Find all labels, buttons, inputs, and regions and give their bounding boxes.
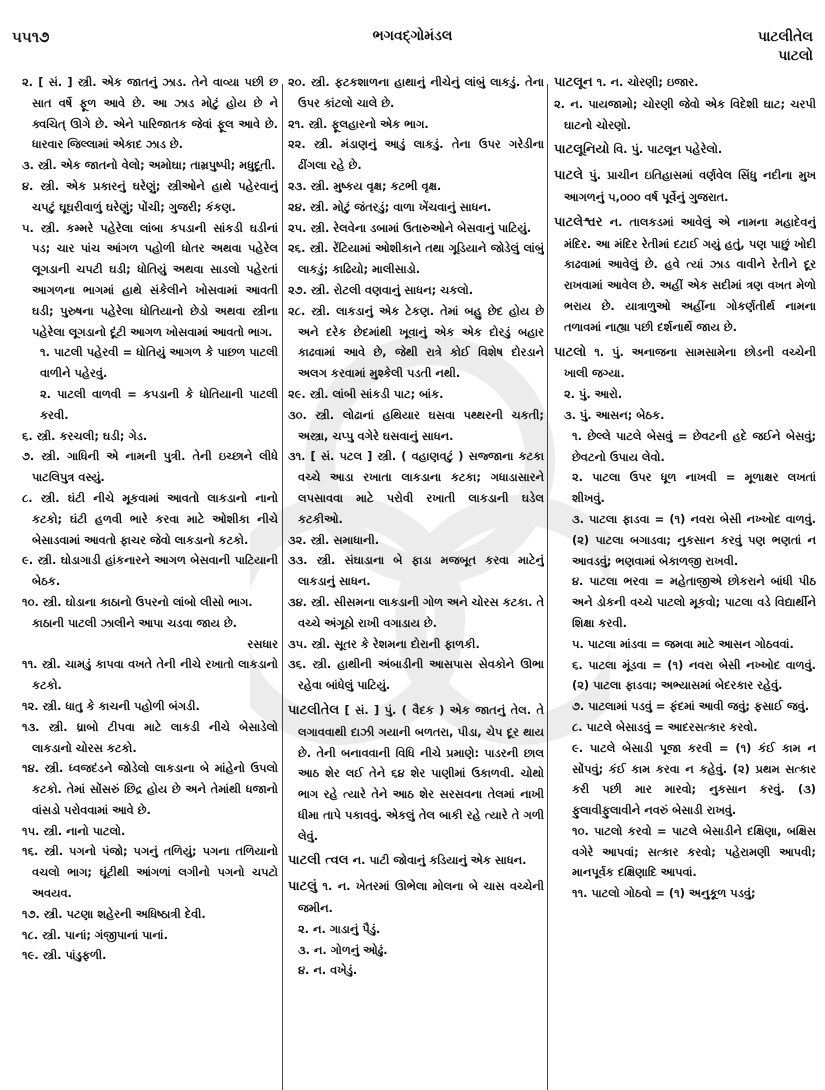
column-divider bbox=[547, 84, 548, 1090]
definition-line bbox=[554, 696, 816, 717]
definition-line bbox=[22, 384, 278, 426]
definition-line bbox=[22, 72, 278, 155]
definition-text: ૩૬. સ્ત્રી. હાથીની અંબાડીની આસપાસ સેવકોને ઊભા રહેવા બાંધેલું પાટિયું. bbox=[288, 657, 544, 693]
dictionary-entry bbox=[554, 139, 816, 161]
definition-text: ૧૩. સ્ત્રી. ધ્રાબો ટીપવા માટે લાકડી નીચે બેસાડેલો લાકડાનો ચોરસ કટકો. bbox=[22, 719, 278, 755]
definition-line bbox=[288, 218, 544, 239]
book-title: ભગવદ્ગોમંડલ bbox=[372, 28, 453, 44]
definition-text: ૩. પાટલા ફાડવા = (૧) નવરા બેસી નખ્ખોદ વાળવું. (૨) પાટલા બગાડવા; નુકસાન કરવું પણ ભણતાં ન આવડવું; ભણવામાં બેકાળજી રાખવી. bbox=[572, 511, 816, 568]
definition-line bbox=[288, 72, 544, 114]
guide-word-first: પાટલીતેલ bbox=[757, 29, 813, 45]
definition-line bbox=[554, 509, 816, 571]
definition-line bbox=[288, 940, 544, 961]
guide-word-last: પાટલો bbox=[778, 48, 813, 64]
definition-text: ૨. પાટલી વાળવી = કપડાની કે ધોતિયાની પાટલી કરવી. bbox=[40, 386, 278, 422]
definition-text: ૧. ન. ખેતરમાં ઊભેલા મોલના બે ચાસ વચ્ચેની જમીન. bbox=[298, 879, 544, 916]
definition-text: ૧૬. સ્ત્રી. પગનો પંજો; પગનું તળિયું; પગના તળિયાનો વચલો ભાગ; ઘૂંટીથી આંગળાં લગીનો પગનો ચપટો અવયવ. bbox=[22, 844, 278, 901]
definition-text: ૧. પું. અનાજના સામસામેના છોડની વચ્ચેની ખાલી જગ્યા. bbox=[564, 344, 816, 381]
definition-line bbox=[554, 426, 816, 468]
headword: પાટલું bbox=[288, 879, 318, 895]
definition-line bbox=[288, 134, 544, 176]
headword: પાટલેશ્વર bbox=[554, 214, 603, 230]
definition-line bbox=[22, 945, 278, 966]
definition-line bbox=[22, 841, 278, 903]
definition-line bbox=[288, 634, 544, 655]
definition-text: ૪. પાટલા ભરવા = મહેતાજીએ છોકરાને બાંધી પીઠ અને ડોકની વચ્ચે પાટલો મૂકવો; પાટલા વડે વિદ્યાર્થીને શિક્ષા કરવી. bbox=[572, 574, 816, 630]
definition-line bbox=[554, 717, 816, 738]
definition-text: ૭. સ્ત્રી. ગાધિની એ નામની પુત્રી. તેની ઇચ્છાને લીધે પાટલિપુત્ર વસ્યું. bbox=[22, 449, 278, 485]
definition-line bbox=[554, 883, 816, 904]
definition-text: ૨૦. સ્ત્રી. ફટકશાળના હાથાનું નીચેનું લાંબું લાકડું. તેના ઉપર કાંટલો ચાલે છે. bbox=[288, 75, 544, 110]
guide-words bbox=[758, 28, 813, 66]
definition-line bbox=[554, 634, 816, 655]
definition-line bbox=[288, 197, 544, 218]
definition-text: ૩૨. સ્ત્રી. સમાધાની. bbox=[288, 532, 380, 547]
definition-text: ૨૯. સ્ત્રી. લાંબી સાંકડી પાટ; બાંક. bbox=[288, 386, 444, 401]
definition-text: ૨૮. સ્ત્રી. લાકડાનું એક ટેકણ. તેમાં બહુ છેદ હોય છે અને દરેક છેદમાંથી ખૂવાનું એક એક દોરડું બહાર કાઢવામાં આવે છે, જેથી રાત્રે કોઈ વિશેષ દોરડાને અલગ કરવામાં મુશ્કેલી પડતી નથી. bbox=[288, 303, 544, 381]
definition-line bbox=[554, 94, 816, 136]
definition-line bbox=[22, 592, 278, 613]
column-middle bbox=[288, 72, 544, 1090]
definition-line bbox=[288, 919, 544, 940]
definition-text: ૨૫. સ્ત્રી. રેલવેના ડબામાં ઉતારુઓને બેસવાનું પાટિયું. bbox=[288, 220, 532, 235]
definition-text: ૧૧. પાટલો ગોઠવો = (૧) અનુકૂળ પડવું; bbox=[572, 886, 756, 901]
definition-line bbox=[288, 384, 544, 405]
definition-line bbox=[288, 960, 544, 981]
definition-line bbox=[554, 467, 816, 509]
definition-text: ૨. [ સં. ] સ્ત્રી. એક જાતનું ઝાડ. તેને વાવ્યા પછી છ સાત વર્ષે ફૂળ આવે છે. આ ઝાડ મોટું હોય છે ને ક્વચિત્ ઊગે છે. એને પારિજાતક જેવાં ફૂલ આવે છે. ધારવાર જિલ્લામાં એકાદ ઝાડ છે. bbox=[22, 75, 278, 152]
definition-text: વિ. પું. પાટલૂન પહેરેલો. bbox=[609, 142, 723, 157]
definition-text: ૯. પાટલે બેસાડી પૂજા કરવી = (૧) કંઈ કામ ન સોંપવું; કંઈ કામ કરવા ન કહેવું. (૨) પ્રથમ સત્કાર કરી પછી માર મારવો; નુકસાન કરવું. (૩) ફુલાવીફુલાવીને નવરું બેસાડી રાખવું. bbox=[572, 740, 816, 818]
headword: પાટલૂન bbox=[554, 75, 593, 90]
definition-line bbox=[288, 530, 544, 551]
definition-line bbox=[22, 717, 278, 759]
definition-text: ૩. પું. આસન; બેઠક. bbox=[564, 407, 665, 422]
headword: પાટલો bbox=[554, 344, 587, 360]
definition-text: ૨. પાટલા ઉપર ધૂળ નાખવી = મૂળાક્ષર લખતાં શીખવું. bbox=[572, 470, 816, 506]
definition-line bbox=[288, 654, 544, 696]
definition-line bbox=[22, 654, 278, 696]
column-divider bbox=[282, 84, 283, 1090]
definition-line bbox=[22, 176, 278, 218]
definition-text: ૧૫. સ્ત્રી. નાનો પાટલો. bbox=[22, 823, 126, 838]
definition-line bbox=[554, 655, 816, 697]
definition-line bbox=[22, 446, 278, 488]
definition-line bbox=[22, 925, 278, 946]
definition-text: ૧૮. સ્ત્રી. પાનાં; ગંજીપાનાં પાનાં. bbox=[22, 927, 168, 942]
definition-text: ૧. છેલ્લે પાટલે બેસવું = છેવટની હદે જઈને બેસવું; છેવટનો ઉપાય લેવો. bbox=[572, 428, 816, 464]
definition-line bbox=[288, 446, 544, 529]
headword: પાટલીતેલ bbox=[288, 702, 340, 718]
definition-text: [ સં. ] પું. ( વૈદક ) એક જાતનું તેલ. તે લગાવવાથી દાઝી ગયાની બળતરા, પીડા, ચેપ દૂર થાય છે. તેની બનાવવાની વિધિ નીચે પ્રમાણે: પાડરની છાલ આઠ શેર લઈ તેને ૬૪ શેર પાણીમાં ઉકાળવી. ચોથો ભાગ રહે ત્યારે તેને આઠ શેર સરસવના તેલમાં નાખી ધીમા તાપે પકાવવું. એકલું તેલ બાકી રહે ત્યારે તે ગળી લેવું. bbox=[298, 702, 544, 843]
dictionary-entry bbox=[288, 850, 544, 872]
definition-text: ૭. પાટલામાં પડવું = ફંદમાં આવી જવું; ફસાઈ જવું. bbox=[572, 699, 810, 714]
definition-text: ૧. ન. ચોરણી; ઇજાર. bbox=[592, 75, 699, 89]
definition-line bbox=[22, 155, 278, 176]
dictionary-entry bbox=[288, 700, 544, 847]
definition-text: ન. તાલકડમાં આવેલું એ નામના મહાદેવનું મંદિર. આ મંદિર રેતીમાં દટાઈ ગયું હતું, પણ પાછું ખોદી કાઢવામાં આવેલું છે. હવે ત્યાં ઝાડ વાવીને રેતીને દૂર રાખવામાં આવેલ છે. અહીં એક સદીમાં ત્રણ વખત મેળો ભરાય છે. યાત્રાળુઓ અહીંના ગોકર્ણતીર્થ નામના તળાવમાં નાહ્યા પછી દર્શનાર્થે જાય છે. bbox=[564, 214, 816, 334]
definition-text: ૨૬. સ્ત્રી. રેંટિયામાં ઓશીકાને તથા ગૂડિયાને જોડેલું લાંબું લાકડું; કાઢિયો; માલીસાડો. bbox=[288, 241, 544, 277]
definition-text: ૨૧. સ્ત્રી. ફૂલહારનો એક ભાગ. bbox=[288, 116, 429, 131]
headword: પાટલી ત્વલ bbox=[288, 853, 349, 869]
definition-line bbox=[22, 218, 278, 343]
definition-line bbox=[554, 571, 816, 633]
definition-text: પું. પ્રાચીન ઇતિહાસમાં વર્ણવેલ સિંધુ નદીના મુખ આગળનું ૫,૦૦૦ વર્ષ પૂર્વેનું ગુજરાત. bbox=[564, 168, 816, 204]
definition-text: ૨. ન. ગાડાનું પૈડું. bbox=[298, 921, 381, 936]
definition-text: ૫. પાટલા માંડવા = જમવા માટે આસન ગોઠવવાં. bbox=[572, 636, 794, 651]
definition-line bbox=[22, 696, 278, 717]
definition-line bbox=[22, 550, 278, 592]
definition-text: ૧૦. પાટલો કરવો = પાટલે બેસાડીને દક્ષિણા, બક્ષિસ વગેરે આપવાં; સત્કાર કરવો; પહેરામણી આપવી; માનપૂર્વક દક્ષિણાદિ આપવાં. bbox=[572, 823, 816, 880]
definition-line bbox=[554, 821, 816, 883]
definition-line bbox=[288, 238, 544, 280]
definition-text: ૧૨. સ્ત્રી. ધાતુ કે કાચની પહોળી બંગડી. bbox=[22, 698, 200, 713]
dictionary-columns bbox=[0, 72, 825, 1090]
definition-text: ૮. સ્ત્રી. ઘંટી નીચે મૂકવામાં આવતો લાકડાનો નાનો કટકો; ઘંટી હળવી ભારે કરવા માટે ઓશીકા નીચે બેસાડવામાં આવતો ફાચર જેવો લાકડાનો કટકો. bbox=[22, 490, 278, 547]
definition-text: ૩. સ્ત્રી. એક જાતનો વેલો; અમોઘા; તામ્રપુષ્પી; મધુદૂતી. bbox=[22, 158, 276, 173]
dictionary-entry bbox=[554, 342, 816, 385]
definition-text: ૨. ન. પાયજામો; ચોરણી જેવો એક વિદેશી ઘાટ; ચરપી ઘાટનો ચોરણો. bbox=[554, 96, 816, 132]
definition-text: ૧. પાટલી પહેરવી = ધોતિયું આગળ કે પાછળ પાટલી વાળીને પહેરવું. bbox=[40, 345, 278, 381]
definition-line bbox=[22, 488, 278, 550]
dictionary-entry bbox=[554, 212, 816, 338]
definition-text: ૧૦. સ્ત્રી. ઘોડાના કાઠાનો ઉપરનો લાંબો લીસો ભાગ. bbox=[22, 594, 253, 609]
dictionary-entry bbox=[288, 876, 544, 919]
definition-text: ૧૯. સ્ત્રી. પાંડુફળી. bbox=[22, 948, 107, 963]
definition-line bbox=[288, 405, 544, 447]
definition-line bbox=[288, 114, 544, 135]
definition-text: ૨૭. સ્ત્રી. રોટલી વણવાનું સાધન; ચકલો. bbox=[288, 282, 474, 297]
headword: પાટલૂનિયો bbox=[554, 142, 610, 158]
definition-line bbox=[22, 821, 278, 842]
headword: પાટલે bbox=[554, 168, 584, 184]
definition-text: ૩૦. સ્ત્રી. લોઢાનાં હથિયાર ઘસવા પથ્થરની ચકતી; અસ્ત્રા, ચપ્પુ વગેરે ઘસવાનું સાધન. bbox=[288, 407, 544, 443]
definition-line bbox=[288, 550, 544, 592]
column-left bbox=[22, 72, 278, 1090]
definition-text: ૩૩. સ્ત્રી. સંઘાડાના બે ફાડા મજબૂત કરવા માટેનું લાકડાનું સાધન. bbox=[288, 553, 544, 589]
definition-text: ૧૪. સ્ત્રી. ધ્વજદંડને જોડેલો લાકડાના બે માંહેનો ઉપલો કટકો. તેમાં સોંસરું છિદ્ર હોય છે અને તેમાંથી ધજાનો વાંસડો પરોવવામાં આવે છે. bbox=[22, 761, 278, 817]
definition-line bbox=[22, 342, 278, 384]
definition-line bbox=[22, 904, 278, 925]
definition-text: ૨. પું. આરો. bbox=[564, 387, 623, 402]
definition-text: રસધાર bbox=[247, 636, 278, 651]
definition-text: ૪. ન. વખેડું. bbox=[298, 963, 358, 978]
definition-text: ૩૪. સ્ત્રી. સીસમના લાકડાની ગોળ અને ચોરસ કટકા. તે વચ્ચે અંગૂઠો રાખી વગાડાય છે. bbox=[288, 594, 544, 630]
definition-text: ૮. પાટલે બેસાડવું = આદરસત્કાર કરવો. bbox=[572, 719, 758, 734]
dictionary-entry bbox=[554, 165, 816, 208]
definition-text: ૩. ન. ગોળનું ઓઢું. bbox=[298, 942, 388, 957]
page-header bbox=[0, 0, 825, 62]
definition-text: ૬. પાટલા મૂંડવા = (૧) નવરા બેસી નખ્ખોદ વાળવું. (૨) પાટલા ફાડવા; અભ્યાસમાં બેદરકાર રહેવું. bbox=[572, 657, 816, 693]
definition-line bbox=[22, 758, 278, 820]
definition-text: ન. પાટી જોવાનું કડિયાનું એક સાધન. bbox=[348, 853, 527, 868]
definition-line bbox=[288, 592, 544, 634]
definition-text: ૪. સ્ત્રી. એક પ્રકારનું ઘરેણું; સ્ત્રીઓને હાથે પહેરવાનું ચપટું ઘૂઘરીવાળું ઘરેણું; પોંચી; ગુજરી; કંકણ. bbox=[22, 178, 278, 214]
dictionary-entry bbox=[554, 72, 816, 94]
definition-text: ૧૭. સ્ત્રી. પટણા શહેરની અધિષ્ઠાત્રી દેવી. bbox=[22, 906, 206, 921]
definition-text: ૩૫. સ્ત્રી. સૂતર કે રેશમના દોરાની ફાળકી. bbox=[288, 636, 480, 651]
definition-line bbox=[554, 405, 816, 426]
definition-line bbox=[288, 176, 544, 197]
definition-line bbox=[554, 384, 816, 405]
definition-line bbox=[22, 426, 278, 447]
definition-text: ૯. સ્ત્રી. ઘોડાગાડી હાંકનારને આગળ બેસવાની પાટિયાની બેઠક. bbox=[22, 553, 278, 589]
definition-line bbox=[22, 634, 278, 655]
definition-line bbox=[554, 738, 816, 821]
definition-line bbox=[288, 301, 544, 384]
definition-line bbox=[288, 280, 544, 301]
definition-text: ૫. સ્ત્રી. કમ્મરે પહેરેલા લાંબા કપડાની સાંકડી ઘડીનાં પડ; ચાર પાંચ આંગળ પહોળી ધોતર અથવા પહેરેલ લૂગડાની ચપટી ઘડી; ધોતિયું અથવા સાડલો પહેરતાં આગળના ભાગમાં હાથે સંકેલીને ખોસવામાં આવતી ઘડી; પુરુષના પહેરેલા ધોતિયાનો છેડો અથવા સ્ત્રીના પહેરેલા લૂગડાનો દૂંટી આગળ ખોસવામાં આવતો ભાગ. bbox=[22, 220, 278, 339]
definition-text: કાઠાની પાટલી ઝાલીને આપા ચડવા જાય છે. bbox=[32, 615, 237, 630]
definition-text: ૨૪. સ્ત્રી. મોટું જંતરડું; વાળા ખેંચવાનું સાધન. bbox=[288, 199, 492, 214]
definition-text: ૨૨. સ્ત્રી. મંડાણનું આડું લાકડું. તેના ઉપર ગરેડીના ઢીંગલા રહે છે. bbox=[288, 137, 544, 173]
definition-text: ૩૧. [ સં. પટલ ] સ્ત્રી. ( વહાણવટું ) સજ્જાના કટકા વચ્ચે આડા રખાતા લાકડાના કટકા; ગધાડાસારને લપસાવવા માટે પરોવી રખાતી લાકડાની ઘડેલ કટકીઓ. bbox=[288, 449, 544, 526]
definition-text: ૧૧. સ્ત્રી. ચામડું કાપવા વખતે તેની નીચે રખાતો લાકડાનો કટકો. bbox=[22, 657, 278, 693]
definition-text: ૬. સ્ત્રી. કરચલી; ઘડી; ગેડ. bbox=[22, 428, 148, 443]
page-number: ૫૫૧૭ bbox=[12, 28, 50, 46]
definition-text: ૨૩. સ્ત્રી. મુષ્કય વૃક્ષ; કટભી વૃક્ષ. bbox=[288, 178, 442, 193]
column-right bbox=[554, 72, 816, 1090]
definition-line bbox=[22, 613, 278, 634]
